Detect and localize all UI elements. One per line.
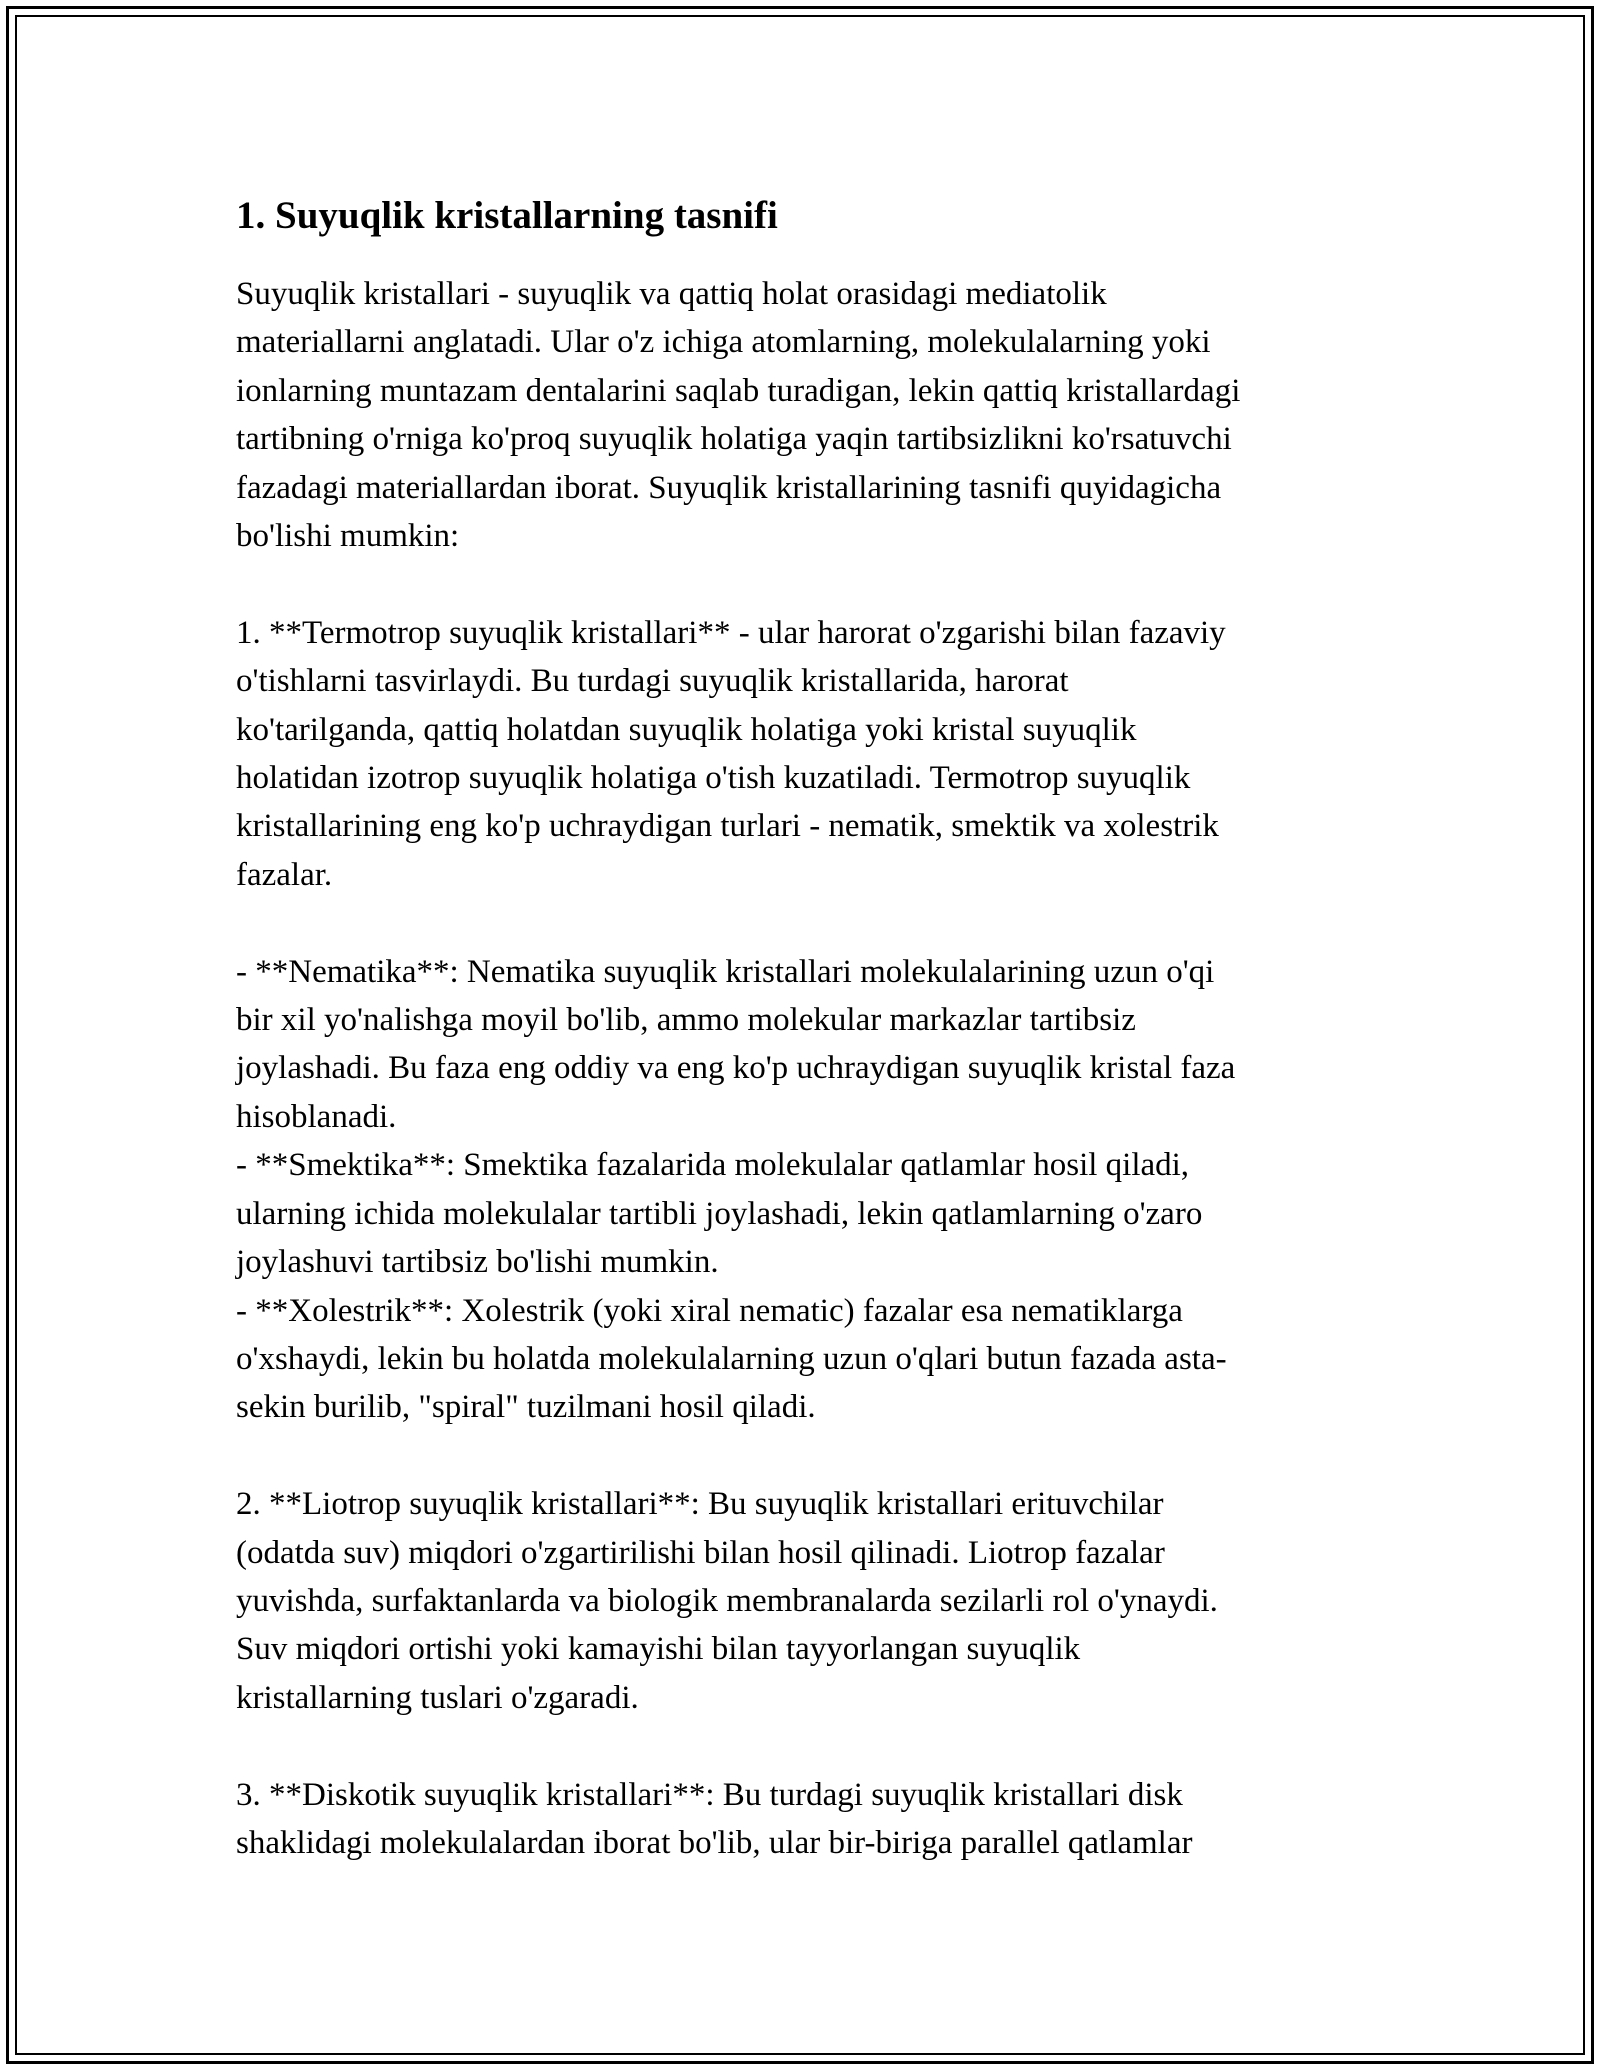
document-title: 1. Suyuqlik kristallarning tasnifi xyxy=(236,194,778,237)
document-body xyxy=(236,184,1376,1867)
termotrop-paragraph: 1. **Termotrop suyuqlik kristallari** - ular harorat o'zgarishi bilan fazaviy o'tishlarni tasvirlaydi. Bu turdagi suyuqlik kristallarida, harorat ko'tarilganda, qattiq holatdan suyuqlik holatiga yoki kristal suyuqlik holatidan izotrop suyuqlik holatiga o'tish kuzatiladi. Termotrop suyuqlik kristallarining eng ko'p uchraydigan turlari - nematik, smektik va xolestrik fazalar. xyxy=(236,614,1226,893)
diskotik-paragraph: 3. **Diskotik suyuqlik kristallari**: Bu turdagi suyuqlik kristallari disk shaklidagi molekulalardan iborat bo'lib, ular bir-biriga parallel qatlamlar xyxy=(236,1776,1193,1861)
liotrop-paragraph: 2. **Liotrop suyuqlik kristallari**: Bu suyuqlik kristallari erituvchilar (odatda suv) miqdori o'zgartirilishi bilan hosil qilinadi. Liotrop fazalar yuvishda, surfaktanlarda va biologik membranalarda sezilarli rol o'ynaydi. Suv miqdori ortishi yoki kamayishi bilan tayyorlangan suyuqlik kristallarning tuslari o'zgaradi. xyxy=(236,1486,1218,1716)
paragraph-gap xyxy=(236,1722,1376,1770)
paragraph-gap xyxy=(236,1432,1376,1480)
phase-types-list: - **Nematika**: Nematika suyuqlik kristallari molekulalarining uzun o'qi bir xil yo'nalishga moyil bo'lib, ammo molekular markazlar tartibsiz joylashadi. Bu faza eng oddiy va eng ko'p uchraydigan suyuqlik kristal faza hisoblanadi. - **Smektika**: Smektika fazalarida molekulalar qatlamlar hosil qiladi, ularning ichida molekulalar tartibli joylashadi, lekin qatlamlarning o'zaro joylashuvi tartibsiz bo'lishi mumkin. - **Xolestrik**: Xolestrik (yoki xiral nematic) fazalar esa nematiklarga o'xshaydi, lekin bu holatda molekulalarning uzun o'qlari butun fazada asta- sekin burilib, "spiral" tuzilmani hosil qiladi. xyxy=(236,953,1236,1426)
intro-paragraph: Suyuqlik kristallari - suyuqlik va qattiq holat orasidagi mediatolik materiallarni anglatadi. Ular o'z ichiga atomlarning, molekulalarning yoki ionlarning muntazam dentalarini saqlab turadigan, lekin qattiq kristallardagi tartibning o'rniga ko'proq suyuqlik holatiga yaqin tartibsizlikni ko'rsatuvchi fazadagi materiallardan iborat. Suyuqlik kristallarining tasnifi quyidagicha bo'lishi mumkin: xyxy=(236,276,1241,555)
paragraph-gap xyxy=(236,899,1376,947)
paragraph-gap xyxy=(236,560,1376,608)
